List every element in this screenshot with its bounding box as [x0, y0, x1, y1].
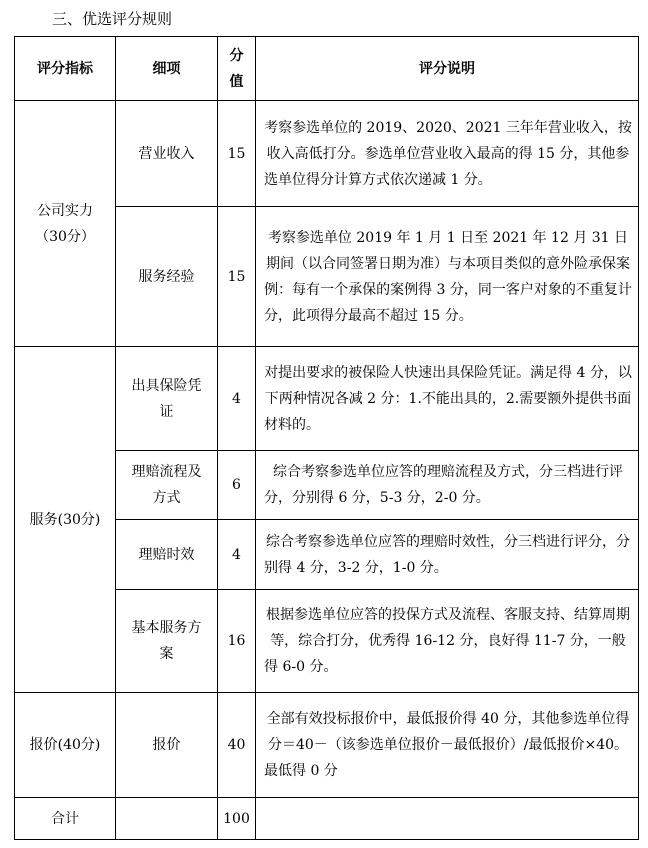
total-detail [116, 798, 218, 840]
table-header-row [15, 37, 639, 101]
indicator-company-strength: 公司实力（30分） [15, 101, 116, 347]
total-label: 合计 [15, 798, 116, 840]
total-row [15, 798, 639, 840]
description-cell: 综合考察参选单位应答的理赔时效性，分三档进行评分，分别得 4 分，3-2 分，1-0 分。 [256, 520, 639, 590]
header-detail: 细项 [116, 37, 218, 101]
description-cell: 考察参选单位 2019 年 1 月 1 日至 2021 年 12 月 31 日期间（以合同签署日期为准）与本项目类似的意外险承保案例：每有一个承保的案例得 3 分，同一客户对象的不重复计分，此项得分最高不超过 15 分。 [256, 207, 639, 347]
description-cell: 综合考察参选单位应答的理赔流程及方式，分三档进行评分，分别得 6 分，5-3 分，2-0 分。 [256, 451, 639, 520]
section-title: 三、优选评分规则 [52, 10, 173, 28]
header-description: 评分说明 [256, 37, 639, 101]
score-cell: 6 [218, 451, 256, 520]
table-row [15, 101, 639, 207]
detail-cell: 理赔流程及方式 [116, 451, 218, 520]
detail-cell: 服务经验 [116, 207, 218, 347]
description-cell: 全部有效投标报价中，最低报价得 40 分，其他参选单位得分＝40－（该参选单位报价－最低报价）/最低报价×40。最低得 0 分 [256, 693, 639, 798]
detail-cell: 营业收入 [116, 101, 218, 207]
table-row [15, 693, 639, 798]
description-cell: 根据参选单位应答的投保方式及流程、客服支持、结算周期等，综合打分，优秀得 16-12 分，良好得 11-7 分，一般得 6-0 分。 [256, 590, 639, 693]
detail-cell: 出具保险凭证 [116, 347, 218, 451]
score-cell: 40 [218, 693, 256, 798]
score-cell: 15 [218, 207, 256, 347]
description-cell: 对提出要求的被保险人快速出具保险凭证。满足得 4 分，以下两种情况各减 2 分：1.不能出具的，2.需要额外提供书面材料的。 [256, 347, 639, 451]
total-description [256, 798, 639, 840]
table-row [15, 347, 639, 451]
scoring-rules-table [14, 36, 639, 840]
detail-cell: 理赔时效 [116, 520, 218, 590]
detail-cell: 基本服务方案 [116, 590, 218, 693]
score-cell: 4 [218, 347, 256, 451]
detail-cell: 报价 [116, 693, 218, 798]
header-score: 分值 [218, 37, 256, 101]
header-indicator: 评分指标 [15, 37, 116, 101]
score-cell: 4 [218, 520, 256, 590]
indicator-quote: 报价(40分) [15, 693, 116, 798]
description-cell: 考察参选单位的 2019、2020、2021 三年年营业收入，按收入高低打分。参选单位营业收入最高的得 15 分，其他参选单位得分计算方式依次递减 1 分。 [256, 101, 639, 207]
total-score: 100 [218, 798, 256, 840]
score-cell: 16 [218, 590, 256, 693]
indicator-service: 服务(30分) [15, 347, 116, 693]
score-cell: 15 [218, 101, 256, 207]
